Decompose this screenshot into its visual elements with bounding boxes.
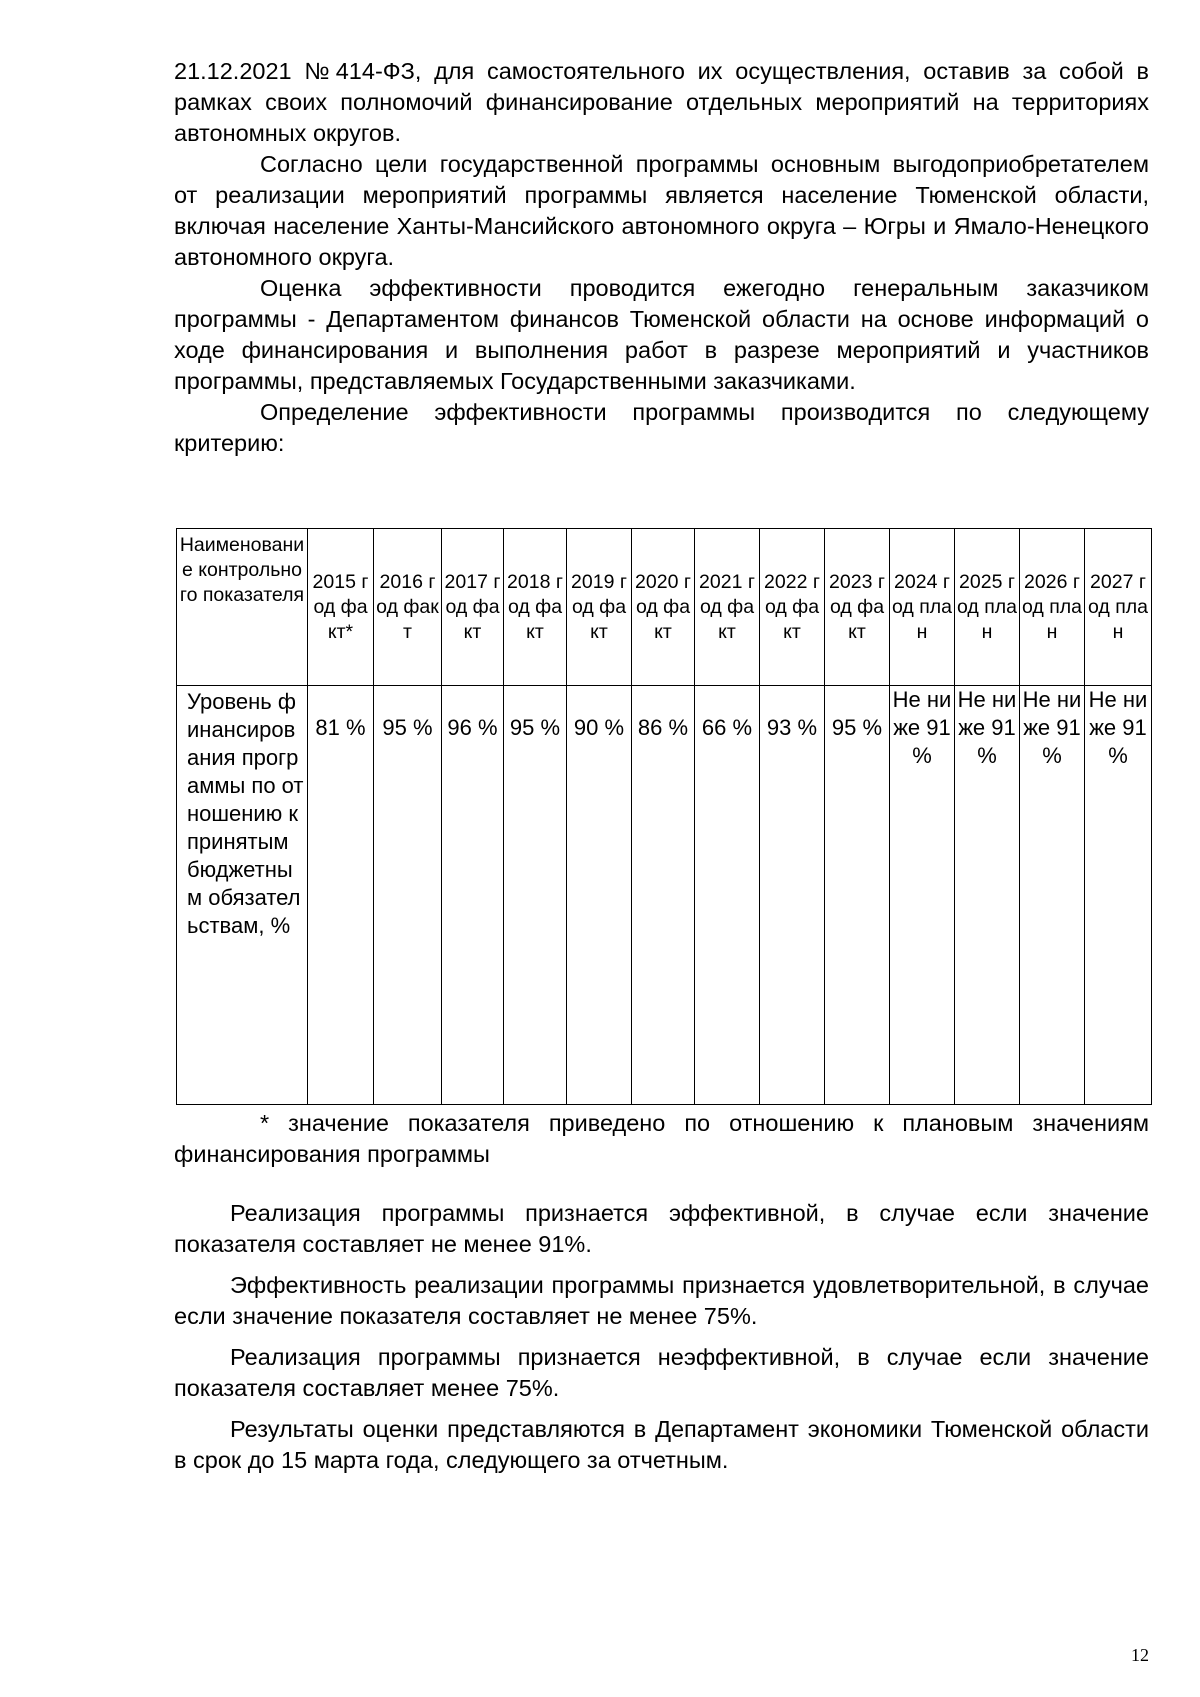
page-number: 12 bbox=[1131, 1645, 1149, 1665]
cell-value-2015: 81 % bbox=[308, 686, 374, 1105]
header-year-2022 bbox=[760, 529, 825, 686]
paragraph-effective: Реализация программы признается эффективной, в случае если значение показателя составляет не менее 91%. bbox=[174, 1200, 1149, 1257]
cell-value-2023: 95 % bbox=[825, 686, 890, 1105]
header-kind: год факт bbox=[764, 570, 820, 643]
header-year: 2017 bbox=[444, 570, 488, 593]
header-year: 2018 bbox=[507, 570, 551, 593]
header-year-2015 bbox=[308, 529, 374, 686]
header-year: 2025 bbox=[959, 570, 1003, 593]
header-year-2016 bbox=[374, 529, 442, 686]
header-year: 2019 bbox=[571, 570, 615, 593]
cell-value-2020: 86 % bbox=[632, 686, 695, 1105]
header-kind: год факт* bbox=[313, 570, 369, 643]
header-kind: год факт bbox=[635, 570, 691, 643]
header-kind: год план bbox=[1088, 570, 1148, 643]
cell-value-2016: 95 % bbox=[374, 686, 442, 1105]
header-year-2026 bbox=[1020, 529, 1085, 686]
header-year: 2022 bbox=[764, 570, 808, 593]
footnote-block bbox=[174, 1108, 1149, 1170]
header-kind: год план bbox=[892, 570, 952, 643]
header-year-2024 bbox=[890, 529, 955, 686]
header-year-2023 bbox=[825, 529, 890, 686]
header-kind: год факт bbox=[829, 570, 885, 643]
cell-value-2019: 90 % bbox=[567, 686, 632, 1105]
criterion-table bbox=[176, 528, 1152, 1105]
cell-value-2027: Не ниже 91 % bbox=[1085, 686, 1152, 1105]
row-indicator-label: Уровень финансирования программы по отношению к принятым бюджетным обязательствам, % bbox=[177, 686, 308, 1105]
paragraph-beneficiary: Согласно цели государственной программы основным выгодоприобретателем от реализации мероприятий программы является население Тюменской области, включая население Ханты-Мансийского автономного округа – Югры и Ямало-Ненецкого автономного округа. bbox=[174, 151, 1149, 270]
footnote-text: * значение показателя приведено по отношению к плановым значениям финансирования программы bbox=[174, 1110, 1149, 1167]
header-kind: год факт bbox=[376, 570, 439, 643]
paragraph-assessment: Оценка эффективности проводится ежегодно генеральным заказчиком программы - Департаментом финансов Тюменской области на основе информаций о ходе финансирования и выполнения работ в разрезе мероприятий и участников программы, представляемых Государственными заказчиками. bbox=[174, 275, 1149, 394]
header-year-2017 bbox=[442, 529, 504, 686]
header-year-2019 bbox=[567, 529, 632, 686]
table-row bbox=[177, 686, 1152, 1105]
header-year-2018 bbox=[504, 529, 567, 686]
header-year: 2023 bbox=[829, 570, 873, 593]
header-year: 2021 bbox=[699, 570, 743, 593]
header-year-2027 bbox=[1085, 529, 1152, 686]
criteria-text bbox=[174, 1198, 1149, 1486]
cell-value-2022: 93 % bbox=[760, 686, 825, 1105]
header-year: 2015 bbox=[312, 570, 356, 593]
header-year: 2024 bbox=[894, 570, 938, 593]
cell-value-2017: 96 % bbox=[442, 686, 504, 1105]
cell-value-2018: 95 % bbox=[504, 686, 567, 1105]
cell-value-2026: Не ниже 91 % bbox=[1020, 686, 1085, 1105]
header-kind: год факт bbox=[507, 570, 563, 643]
header-year-2025 bbox=[955, 529, 1020, 686]
intro-text bbox=[174, 56, 1149, 459]
paragraph-satisfactory: Эффективность реализации программы признается удовлетворительной, в случае если значение показателя составляет не менее 75%. bbox=[174, 1272, 1149, 1329]
cell-value-2025: Не ниже 91 % bbox=[955, 686, 1020, 1105]
paragraph-results-submission: Результаты оценки представляются в Департамент экономики Тюменской области в срок до 15 марта года, следующего за отчетным. bbox=[174, 1416, 1149, 1473]
header-year: 2016 bbox=[379, 570, 423, 593]
header-kind: год факт bbox=[699, 570, 755, 643]
header-kind: год факт bbox=[571, 570, 627, 643]
table-header-row bbox=[177, 529, 1152, 686]
header-kind: год план bbox=[957, 570, 1017, 643]
cell-value-2021: 66 % bbox=[695, 686, 760, 1105]
header-indicator-name: Наименование контрольного показателя bbox=[177, 529, 308, 686]
header-kind: год план bbox=[1022, 570, 1082, 643]
header-kind: год факт bbox=[445, 570, 501, 643]
header-year: 2020 bbox=[635, 570, 679, 593]
header-year: 2027 bbox=[1090, 570, 1134, 593]
header-year-2021 bbox=[695, 529, 760, 686]
header-year: 2026 bbox=[1024, 570, 1068, 593]
cell-value-2024: Не ниже 91 % bbox=[890, 686, 955, 1105]
paragraph-criterion-intro: Определение эффективности программы производится по следующему критерию: bbox=[174, 399, 1149, 456]
header-year-2020 bbox=[632, 529, 695, 686]
paragraph-ineffective: Реализация программы признается неэффективной, в случае если значение показателя составляет менее 75%. bbox=[174, 1344, 1149, 1401]
paragraph-law-reference: 21.12.2021 №414-ФЗ, для самостоятельного их осуществления, оставив за собой в рамках своих полномочий финансирование отдельных мероприятий на территориях автономных округов. bbox=[174, 58, 1149, 146]
